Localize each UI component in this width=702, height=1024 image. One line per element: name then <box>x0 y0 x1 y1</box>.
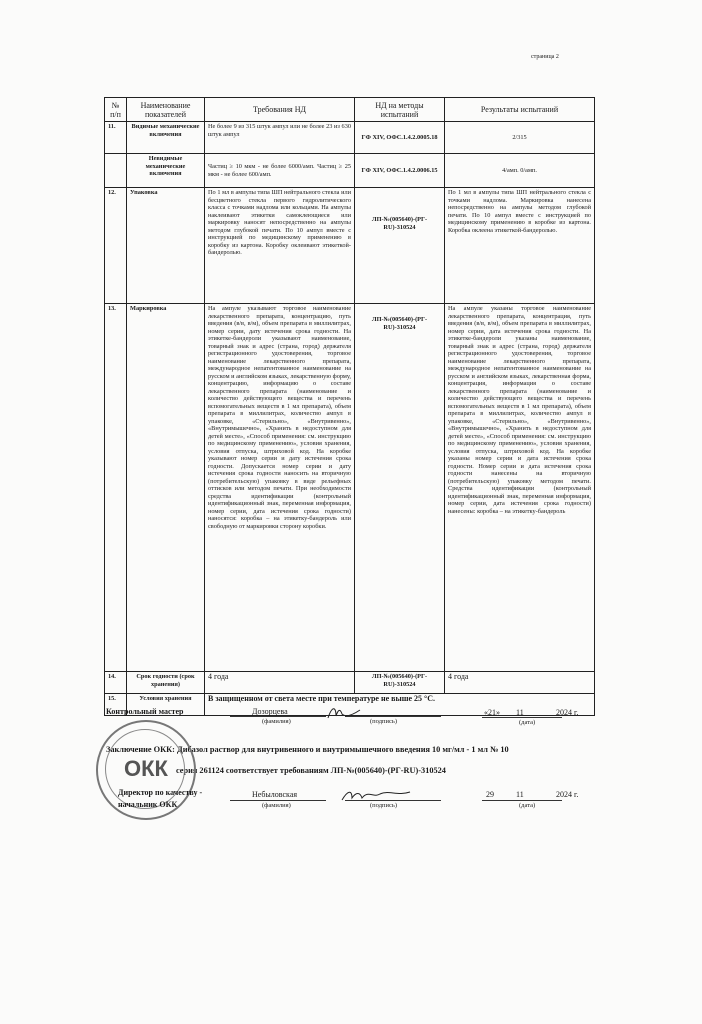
row-result: По 1 мл в ампулы типа ШП нейтрального стекла с точками надлома. Маркировка нанесена непосредственно на ампулы методом глубокой печати. По 10 ампул вместе с инструкцией по медицинскому применению в коробке из картона. Коробка оклеена этикеткой-бандеролью. <box>445 188 595 304</box>
director-name-caption: (фамилия) <box>262 802 291 809</box>
row-result: 2/315 <box>445 122 595 154</box>
director-date-year: 2024 г. <box>556 790 579 799</box>
header-results: Результаты испытаний <box>445 98 595 122</box>
row-num <box>105 154 127 188</box>
row-requirement: Не более 9 из 315 штук ампул или не более 23 из 630 штук ампул <box>205 122 355 154</box>
row-num: 13. <box>105 304 127 672</box>
director-date-month: 11 <box>516 790 524 799</box>
controller-date-caption: (дата) <box>519 719 536 726</box>
row-method: ЛП-№(005640)-(РГ-RU)-310524 <box>355 672 445 694</box>
row-requirement: По 1 мл в ампулы типа ШП нейтрального стекла или бесцветного стекла первого гидролитического класса с точками надлома или кольцами. На ампулы наклеивают этикетки самоклеющиеся или маркировку наносят непосредственно на ампулы методом глубокой печати. По 10 ампул вместе с инструкцией по медицинскому применению в коробку из картона. Коробку оклеивают этикеткой-бандеролью. <box>205 188 355 304</box>
controller-date-year: 2024 г. <box>556 708 579 717</box>
row-method: ЛП-№(005640)-(РГ-RU)-310524 <box>355 304 445 672</box>
row-name: Видимые механические включения <box>127 122 205 154</box>
director-date-day: 29 <box>486 790 494 799</box>
controller-name-caption: (фамилия) <box>262 718 291 725</box>
table-row <box>105 122 595 154</box>
controller-date-day: «21» <box>484 708 500 717</box>
row-num: 12. <box>105 188 127 304</box>
row-num: 15. <box>105 694 127 716</box>
row-result: 4 года <box>445 672 595 694</box>
okk-stamp: ОКК <box>96 720 196 820</box>
row-requirement: Частиц ≥ 10 мкм - не более 6000/амп. Частиц ≥ 25 мкм - не более 600/амп. <box>205 154 355 188</box>
controller-date-month: 11 <box>516 708 524 717</box>
row-method: ГФ XIV, ОФС.1.4.2.0006.15 <box>355 154 445 188</box>
table-row <box>105 154 595 188</box>
header-num: № п/п <box>105 98 127 122</box>
row-method: ЛП-№(005640)-(РГ-RU)-310524 <box>355 188 445 304</box>
header-name: Наименование показателей <box>127 98 205 122</box>
row-name: Маркировка <box>127 304 205 672</box>
table-row <box>105 304 595 672</box>
controller-signature <box>324 704 364 722</box>
controller-name: Дозорцева <box>252 707 288 716</box>
table-row <box>105 188 595 304</box>
row-requirement: В защищенном от света месте при температуре не выше 25 °С. <box>205 694 595 716</box>
row-num: 11. <box>105 122 127 154</box>
row-name: Упаковка <box>127 188 205 304</box>
row-num: 14. <box>105 672 127 694</box>
row-result: На ампуле указаны торговое наименование лекарственного препарата, концентрация, путь введения (в/в, в/м), объем препарата в миллилитрах, номер серии, дата истечения срока годности. На этикетке-бандероли указаны наименование, товарный знак и адрес (страна, город) держателя регистрационного удостоверения, торговое наименование лекарственного препарата, международное непатентованное наименование на русском и английском языках, лекарственная форма, концентрация, информация о составе лекарственного препарата (наименование и количество действующего вещества и перечень вспомогательных веществ в 1 мл препарата), объем препарата в миллилитрах, количество ампул в упаковке, «Стерильно», «Внутривенно», «Внутримышечно», «Хранить в недоступном для детей месте», «Способ применения: см. инструкцию по медицинскому применению», условия хранения, условия отпуска, штриховой код. На коробке указаны номер серии и дата истечения срока годности. Номер серии и дата истечения срока годности нанесены на вторичную (потребительскую) упаковку методом печати. Средства идентификации (контрольный идентификационный знак, переменная информация, номер серии, дата истечения срока годности) нанесены: коробка – на этикетку-бандероль <box>445 304 595 672</box>
header-methods: НД на методы испытаний <box>355 98 445 122</box>
row-requirement: 4 года <box>205 672 355 694</box>
director-name: Небыловская <box>252 790 298 799</box>
row-name: Срок годности (срок хранения) <box>127 672 205 694</box>
row-requirement: На ампуле указывают торговое наименование лекарственного препарата, концентрацию, путь введения (в/в, в/м), объем препарата в миллилитрах, номер серии, дату истечения срока годности. На этикетке-бандероли указывают наименование, товарный знак и адрес (страна, город) держателя регистрационного удостоверения, торговое наименование лекарственного препарата, международное непатентованное наименование на русском и английском языках, лекарственную форму, концентрацию, информацию о составе лекарственного препарата (наименование и количество действующего вещества и перечень вспомогательных веществ в 1 мл препарата), объем препарата в миллилитрах, количество ампул в упаковке, «Стерильно», «Внутривенно», «Внутримышечно», «Хранить в недоступном для детей месте», «Способ применения: см. инструкцию по медицинскому применению», условия хранения, условия отпуска, штриховой код. На коробке указывают номер серии и дату истечения срока годности. Допускается номер серии и дату истечения срока годности наносить на вторичную (потребительскую) упаковку в виде рельефных оттисков или методом печати. При необходимости средства идентификации (контрольный идентификационный знак, переменная информация, номер серии, дата истечения срока годности) наносятся: коробка – на этикетку-бандероль или свободную от маркировки сторону коробки. <box>205 304 355 672</box>
row-method: ГФ XIV, ОФС.1.4.2.0005.18 <box>355 122 445 154</box>
table-row <box>105 672 595 694</box>
director-title-line-2: начальник ОКК <box>118 800 178 809</box>
director-title-line-1: Директор по качеству - <box>118 788 203 797</box>
conclusion-line-2: серия 261124 соответствует требованиям ЛП-№(005640)-(РГ-RU)-310524 <box>176 766 446 775</box>
page-number: страница 2 <box>531 54 559 60</box>
director-date-caption: (дата) <box>519 802 536 809</box>
row-name: Условия хранения <box>127 694 205 716</box>
row-name: Невидимые механические включения <box>127 154 205 188</box>
table-header-row <box>105 98 595 122</box>
conclusion-line-1: Заключение ОКК: Дибазол раствор для внутривенного и внутримышечного введения 10 мг/мл - 1 мл № 10 <box>106 745 509 754</box>
controller-signature-caption: (подпись) <box>370 718 397 725</box>
row-result: 4/амп. 0/амп. <box>445 154 595 188</box>
results-table <box>104 97 595 716</box>
controller-title: Контрольный мастер <box>106 707 184 716</box>
header-requirements: Требования НД <box>205 98 355 122</box>
director-signature-caption: (подпись) <box>370 802 397 809</box>
